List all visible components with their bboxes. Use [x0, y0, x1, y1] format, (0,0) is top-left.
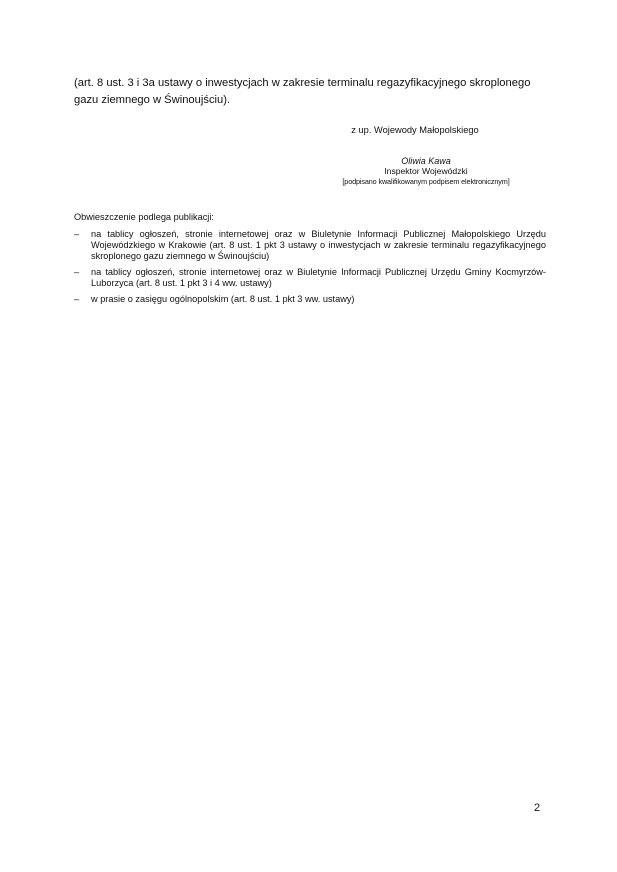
list-item	[74, 229, 546, 262]
page-number: 2	[534, 802, 541, 814]
electronic-signature-note: [podpisano kwalifikowanym podpisem elektronicznym]	[342, 177, 510, 186]
publication-section	[74, 212, 546, 310]
publication-heading: Obwieszczenie podlega publikacji:	[74, 212, 214, 222]
signatory-name: Oliwia Kawa	[401, 156, 451, 166]
intro-paragraph: (art. 8 ust. 3 i 3a ustawy o inwestycjach w zakresie terminalu regazyfikacyjnego skroplonego gazu ziemnego w Świnoujściu).	[74, 77, 531, 106]
list-dash: –	[74, 294, 80, 304]
list-item	[74, 267, 546, 289]
list-dash: –	[74, 267, 80, 277]
list-dash: –	[74, 229, 80, 239]
list-item-text: na tablicy ogłoszeń, stronie internetowej oraz w Biuletynie Informacji Publicznej Małopolskiego Urzędu Wojewódzkiego w Krakowie (art. 8 ust. 1 pkt 3 ustawy o inwestycjach w zakresie terminalu regazyfikacyjnego skroplonego gazu ziemnego w Świnoujściu)	[91, 229, 546, 261]
publication-list	[74, 229, 546, 305]
list-item-text: na tablicy ogłoszeń, stronie internetowej oraz w Biuletynie Informacji Publicznej Urzędu Gminy Kocmyrzów-Luborzyca (art. 8 ust. 1 pkt 3 i 4 ww. ustawy)	[91, 267, 546, 288]
list-item-text: w prasie o zasięgu ogólnopolskim (art. 8 ust. 1 pkt 3 ww. ustawy)	[91, 294, 355, 304]
signature-on-behalf: z up. Wojewody Małopolskiego	[351, 125, 479, 135]
signature-block	[300, 156, 552, 187]
signatory-title: Inspektor Wojewódzki	[384, 166, 468, 176]
list-item	[74, 294, 546, 305]
